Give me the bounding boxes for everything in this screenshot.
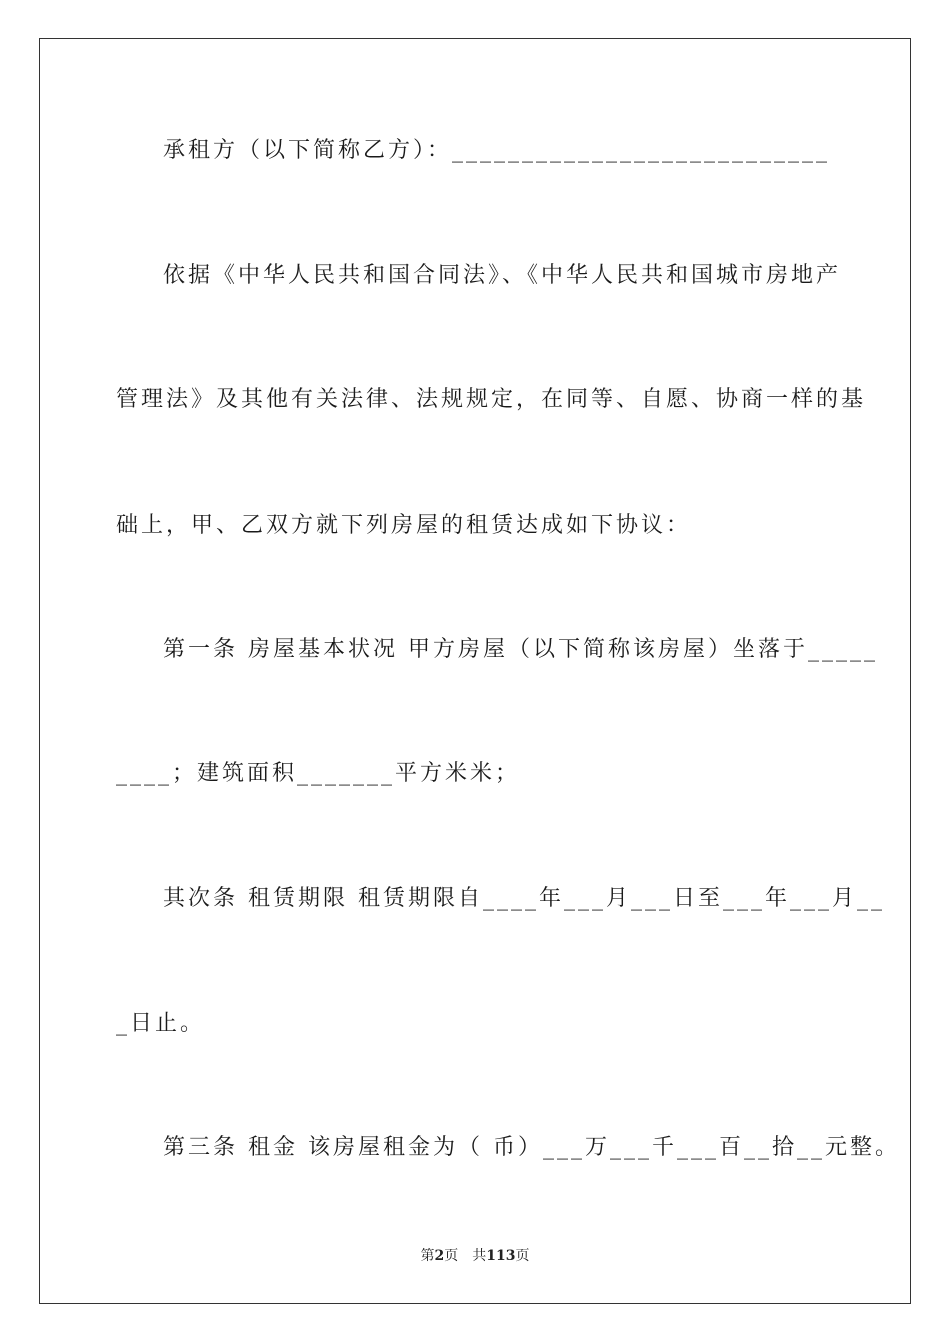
page-footer	[0, 1246, 950, 1266]
article-2-line: _日止。	[116, 1011, 206, 1036]
footer-page-number: 2	[434, 1248, 445, 1264]
page-border	[39, 38, 911, 1304]
paragraph-line: 管理法》及其他有关法律、法规规定，在同等、自愿、协商一样的基	[116, 387, 867, 412]
lessee-line: 承租方（以下简称乙方）：___________________________	[163, 138, 831, 163]
footer-page-suffix: 页	[515, 1248, 530, 1264]
article-2-line: 其次条 租赁期限 租赁期限自____年___月___日至___年___月__	[163, 886, 885, 911]
article-1-line: 第一条 房屋基本状况 甲方房屋（以下简称该房屋）坐落于_____	[163, 637, 878, 662]
footer-page-mid: 页 共	[444, 1248, 487, 1264]
paragraph-line: 础上，甲、乙双方就下列房屋的租赁达成如下协议：	[116, 513, 692, 538]
footer-page-prefix: 第	[420, 1248, 435, 1264]
article-1-line: ____；建筑面积_______平方米米；	[116, 761, 521, 786]
footer-total-pages: 113	[486, 1248, 516, 1264]
article-3-line: 第三条 租金 该房屋租金为（ 币）___万___千___百__拾__元整。	[163, 1135, 900, 1160]
paragraph-line: 依据《中华人民共和国合同法》、《中华人民共和国城市房地产	[163, 263, 842, 288]
